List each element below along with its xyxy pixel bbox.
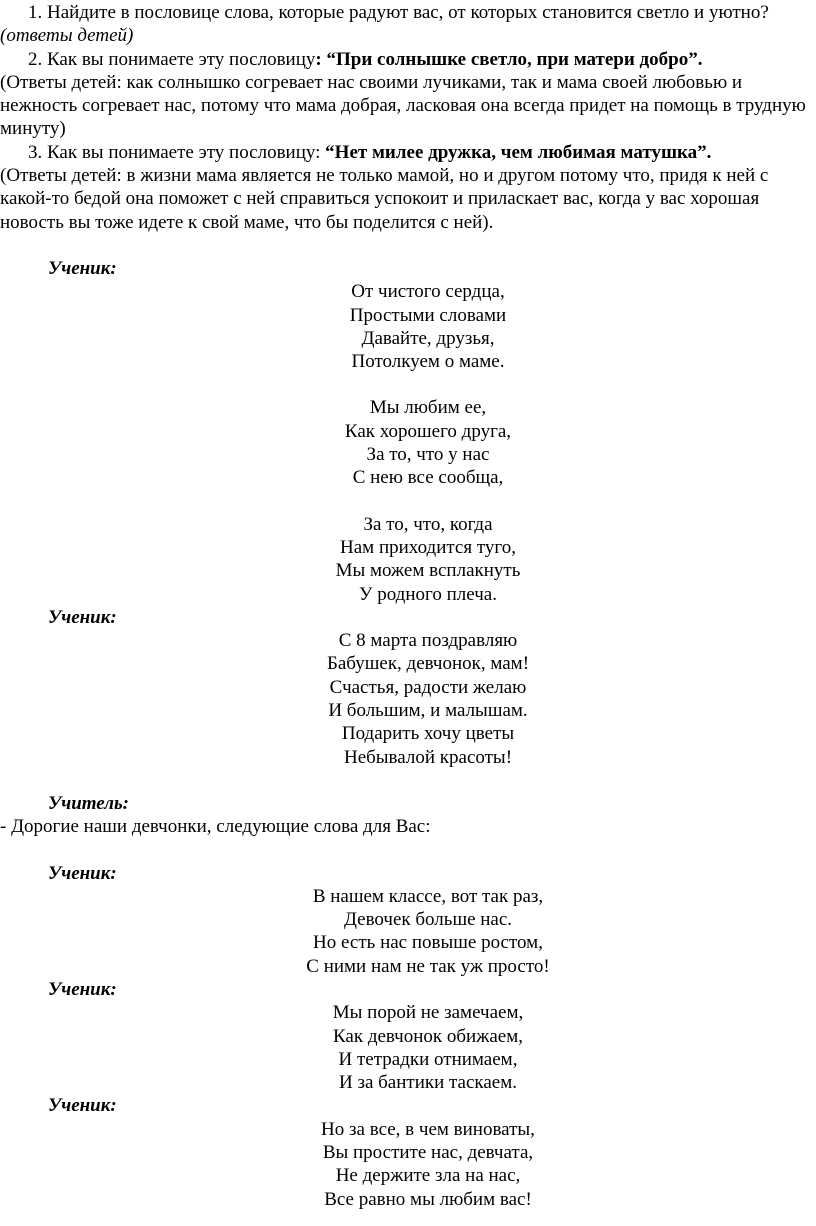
poem-line: В нашем классе, вот так раз, bbox=[312, 885, 544, 907]
poem-line: И большим, и малышам. bbox=[328, 700, 528, 722]
poem-apology-2 bbox=[48, 1118, 808, 1211]
poem-line: Давайте, друзья, bbox=[361, 327, 495, 349]
poem-line: Девочек больше нас. bbox=[343, 909, 513, 931]
poem-line: Мы любим ее, bbox=[369, 397, 487, 419]
poem-line: Все равно мы любим вас! bbox=[324, 1188, 532, 1210]
document-page bbox=[0, 1, 808, 1211]
question-1-text: 1. Найдите в пословице слова, которые радуют вас, от которых становится светло и уютно? bbox=[28, 2, 769, 23]
poem-class bbox=[48, 885, 808, 978]
poem-line: За то, что у нас bbox=[366, 444, 490, 466]
poem-line: Мы порой не замечаем, bbox=[332, 1002, 524, 1024]
poem-line: С 8 марта поздравляю bbox=[338, 630, 518, 652]
poem-line: Мы можем всплакнуть bbox=[335, 560, 521, 582]
poem-line: Но есть нас повыше ростом, bbox=[313, 932, 543, 954]
question-2-proverb: : “При солнышке светло, при матери добро”. bbox=[315, 48, 703, 70]
poem-apology-1 bbox=[48, 1001, 808, 1094]
question-2-answer: (Ответы детей: как солнышко согревает нас своими лучиками, так и мама своей любовью и нежность согревает нас, потому что мама добрая, ласковая она всегда придет на помощь в трудную минуту) bbox=[0, 71, 806, 140]
poem-line: Небывалой красоты! bbox=[343, 746, 513, 768]
poem-line: Счастья, радости желаю bbox=[329, 676, 527, 698]
speaker-label: Ученик: bbox=[48, 978, 117, 1000]
speaker-label: Ученик: bbox=[48, 1095, 117, 1117]
poem-march-8 bbox=[48, 629, 808, 769]
poem-line: Не держите зла на нас, bbox=[335, 1165, 521, 1187]
question-3-answer: (Ответы детей: в жизни мама является не только мамой, но и другом потому что, придя к ней с какой-то бедой она поможет с ней справиться успокоит и приласкает вас, когда у вас хорошая новость вы тоже идете к свой маме, что бы поделится с ней). bbox=[0, 165, 769, 233]
poem-line: За то, что, когда bbox=[363, 513, 493, 535]
poem-line: С нею все сообща, bbox=[352, 467, 504, 489]
poem-line: Нам приходится туго, bbox=[340, 536, 516, 558]
poem-line: У родного плеча. bbox=[359, 583, 497, 605]
poem-line: Подарить хочу цветы bbox=[341, 723, 515, 745]
question-3 bbox=[0, 141, 808, 164]
speaker-label-teacher: Учитель: bbox=[48, 792, 130, 814]
question-3-text: 3. Как вы понимаете эту пословицу: bbox=[28, 141, 326, 163]
question-2-text: 2. Как вы понимаете эту пословицу bbox=[28, 48, 316, 70]
poem-line: С ними нам не так уж просто! bbox=[306, 955, 550, 977]
poem-mother bbox=[48, 280, 808, 606]
poem-line: Как хорошего друга, bbox=[344, 420, 512, 442]
speaker-label: Ученик: bbox=[48, 257, 117, 279]
speaker-label: Ученик: bbox=[48, 606, 117, 628]
teacher-line: - Дорогие наши девчонки, следующие слова для Вас: bbox=[0, 816, 431, 838]
poem-line: Простыми словами bbox=[349, 304, 507, 326]
speaker-label: Ученик: bbox=[48, 862, 117, 884]
poem-line: Как девчонок обижаем, bbox=[333, 1025, 523, 1047]
poem-line: Потолкуем о маме. bbox=[351, 351, 505, 373]
question-1-note: (ответы детей) bbox=[0, 25, 134, 47]
question-3-proverb: “Нет милее дружка, чем любимая матушка”. bbox=[325, 141, 712, 163]
poem-line: И за бантики таскаем. bbox=[338, 1072, 518, 1094]
question-2 bbox=[0, 48, 808, 71]
poem-line: И тетрадки отнимаем, bbox=[338, 1048, 518, 1070]
poem-line: Вы простите нас, девчата, bbox=[322, 1142, 534, 1164]
poem-line: Бабушек, девчонок, мам! bbox=[326, 653, 530, 675]
poem-line: Но за все, в чем виноваты, bbox=[321, 1118, 535, 1140]
question-1 bbox=[0, 1, 808, 48]
poem-line: От чистого сердца, bbox=[351, 281, 505, 303]
